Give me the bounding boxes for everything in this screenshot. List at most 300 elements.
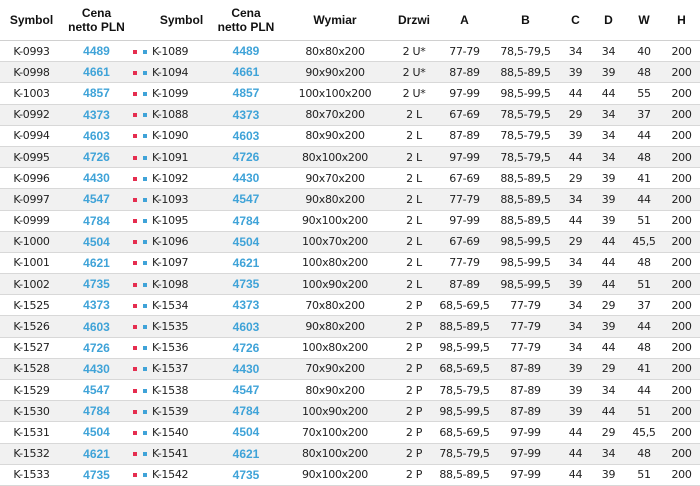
cell-price-2: 4504 xyxy=(213,422,279,443)
cell-a: 68,5-69,5 xyxy=(437,422,492,443)
cell-c: 44 xyxy=(559,146,592,167)
cell-a: 78,5-79,5 xyxy=(437,380,492,401)
cell-wymiar: 80x70x200 xyxy=(279,104,391,125)
blue-square-icon xyxy=(143,431,147,435)
cell-b: 87-89 xyxy=(492,401,559,422)
cell-price-1: 4621 xyxy=(63,443,130,464)
cell-price-2: 4373 xyxy=(213,104,279,125)
cell-c: 44 xyxy=(559,210,592,231)
red-square-icon xyxy=(133,198,137,202)
red-square-icon xyxy=(133,113,137,117)
cell-c: 44 xyxy=(559,83,592,104)
cell-markers xyxy=(130,252,150,273)
blue-square-icon xyxy=(143,346,147,350)
cell-drzwi: 2 L xyxy=(391,274,437,295)
table-row xyxy=(0,422,700,443)
red-square-icon xyxy=(133,473,137,477)
cell-symbol-2: K-1536 xyxy=(150,337,213,358)
cell-d: 29 xyxy=(592,358,625,379)
cell-markers xyxy=(130,358,150,379)
cell-a: 97-99 xyxy=(437,210,492,231)
cell-b: 77-79 xyxy=(492,316,559,337)
blue-square-icon xyxy=(143,283,147,287)
blue-square-icon xyxy=(143,134,147,138)
cell-a: 68,5-69,5 xyxy=(437,295,492,316)
cell-markers xyxy=(130,62,150,83)
cell-h: 200 xyxy=(663,252,700,273)
cell-h: 200 xyxy=(663,125,700,146)
cell-c: 29 xyxy=(559,168,592,189)
cell-a: 97-99 xyxy=(437,83,492,104)
cell-symbol-1: K-0995 xyxy=(0,146,63,167)
cell-symbol-2: K-1542 xyxy=(150,464,213,485)
cell-price-1: 4661 xyxy=(63,62,130,83)
cell-price-1: 4603 xyxy=(63,125,130,146)
cell-symbol-1: K-1003 xyxy=(0,83,63,104)
red-square-icon xyxy=(133,325,137,329)
cell-wymiar: 70x100x200 xyxy=(279,422,391,443)
cell-wymiar: 70x90x200 xyxy=(279,358,391,379)
cell-drzwi: 2 U* xyxy=(391,83,437,104)
cell-symbol-2: K-1088 xyxy=(150,104,213,125)
cell-drzwi: 2 P xyxy=(391,295,437,316)
cell-symbol-1: K-0996 xyxy=(0,168,63,189)
cell-price-1: 4504 xyxy=(63,422,130,443)
red-square-icon xyxy=(133,410,137,414)
cell-symbol-1: K-0997 xyxy=(0,189,63,210)
cell-w: 48 xyxy=(625,337,663,358)
cell-h: 200 xyxy=(663,401,700,422)
cell-h: 200 xyxy=(663,41,700,62)
cell-price-2: 4373 xyxy=(213,295,279,316)
cell-symbol-2: K-1092 xyxy=(150,168,213,189)
blue-square-icon xyxy=(143,261,147,265)
cell-d: 44 xyxy=(592,83,625,104)
cell-h: 200 xyxy=(663,83,700,104)
cell-c: 34 xyxy=(559,337,592,358)
cell-symbol-2: K-1097 xyxy=(150,252,213,273)
cell-symbol-1: K-1001 xyxy=(0,252,63,273)
cell-price-2: 4547 xyxy=(213,380,279,401)
cell-symbol-2: K-1535 xyxy=(150,316,213,337)
cell-w: 44 xyxy=(625,380,663,401)
cell-wymiar: 100x70x200 xyxy=(279,231,391,252)
blue-square-icon xyxy=(143,50,147,54)
cell-price-1: 4603 xyxy=(63,316,130,337)
blue-square-icon xyxy=(143,198,147,202)
table-row xyxy=(0,358,700,379)
cell-c: 34 xyxy=(559,41,592,62)
cell-a: 88,5-89,5 xyxy=(437,316,492,337)
cell-price-2: 4603 xyxy=(213,125,279,146)
cell-w: 41 xyxy=(625,168,663,189)
cell-drzwi: 2 L xyxy=(391,189,437,210)
cell-d: 44 xyxy=(592,274,625,295)
header-symbol-1: Symbol xyxy=(0,0,63,41)
blue-square-icon xyxy=(143,452,147,456)
table-row xyxy=(0,210,700,231)
cell-symbol-2: K-1091 xyxy=(150,146,213,167)
cell-markers xyxy=(130,401,150,422)
cell-drzwi: 2 P xyxy=(391,337,437,358)
red-square-icon xyxy=(133,346,137,350)
cell-drzwi: 2 L xyxy=(391,104,437,125)
header-a: A xyxy=(437,0,492,41)
cell-price-2: 4430 xyxy=(213,358,279,379)
table-row xyxy=(0,295,700,316)
cell-h: 200 xyxy=(663,443,700,464)
cell-symbol-1: K-1526 xyxy=(0,316,63,337)
table-row xyxy=(0,443,700,464)
cell-h: 200 xyxy=(663,295,700,316)
cell-markers xyxy=(130,316,150,337)
cell-markers xyxy=(130,83,150,104)
header-row xyxy=(0,0,700,41)
cell-price-1: 4784 xyxy=(63,401,130,422)
blue-square-icon xyxy=(143,219,147,223)
cell-symbol-1: K-1525 xyxy=(0,295,63,316)
cell-symbol-1: K-0993 xyxy=(0,41,63,62)
cell-b: 97-99 xyxy=(492,422,559,443)
cell-h: 200 xyxy=(663,380,700,401)
cell-price-1: 4857 xyxy=(63,83,130,104)
cell-drzwi: 2 L xyxy=(391,146,437,167)
cell-symbol-1: K-0998 xyxy=(0,62,63,83)
cell-price-2: 4726 xyxy=(213,146,279,167)
cell-drzwi: 2 U* xyxy=(391,41,437,62)
table-row xyxy=(0,125,700,146)
red-square-icon xyxy=(133,71,137,75)
cell-b: 78,5-79,5 xyxy=(492,104,559,125)
cell-symbol-2: K-1096 xyxy=(150,231,213,252)
cell-drzwi: 2 L xyxy=(391,231,437,252)
cell-w: 48 xyxy=(625,146,663,167)
cell-w: 48 xyxy=(625,252,663,273)
cell-drzwi: 2 P xyxy=(391,443,437,464)
cell-price-1: 4735 xyxy=(63,464,130,485)
cell-h: 200 xyxy=(663,189,700,210)
cell-b: 98,5-99,5 xyxy=(492,274,559,295)
header-markers xyxy=(130,0,150,41)
cell-b: 98,5-99,5 xyxy=(492,252,559,273)
cell-h: 200 xyxy=(663,210,700,231)
cell-wymiar: 80x80x200 xyxy=(279,41,391,62)
cell-d: 29 xyxy=(592,295,625,316)
cell-w: 55 xyxy=(625,83,663,104)
table-row xyxy=(0,231,700,252)
cell-markers xyxy=(130,337,150,358)
cell-h: 200 xyxy=(663,231,700,252)
cell-symbol-2: K-1098 xyxy=(150,274,213,295)
red-square-icon xyxy=(133,240,137,244)
cell-d: 44 xyxy=(592,401,625,422)
cell-markers xyxy=(130,380,150,401)
cell-price-2: 4504 xyxy=(213,231,279,252)
cell-c: 44 xyxy=(559,422,592,443)
cell-markers xyxy=(130,231,150,252)
cell-h: 200 xyxy=(663,168,700,189)
cell-symbol-1: K-0994 xyxy=(0,125,63,146)
red-square-icon xyxy=(133,452,137,456)
blue-square-icon xyxy=(143,367,147,371)
cell-symbol-1: K-1531 xyxy=(0,422,63,443)
cell-symbol-2: K-1094 xyxy=(150,62,213,83)
table-row xyxy=(0,316,700,337)
cell-drzwi: 2 P xyxy=(391,380,437,401)
cell-price-2: 4430 xyxy=(213,168,279,189)
cell-h: 200 xyxy=(663,358,700,379)
cell-price-2: 4735 xyxy=(213,464,279,485)
cell-w: 51 xyxy=(625,401,663,422)
cell-symbol-2: K-1541 xyxy=(150,443,213,464)
cell-d: 39 xyxy=(592,464,625,485)
cell-c: 44 xyxy=(559,464,592,485)
cell-b: 78,5-79,5 xyxy=(492,146,559,167)
cell-wymiar: 80x90x200 xyxy=(279,380,391,401)
cell-price-2: 4547 xyxy=(213,189,279,210)
table-row xyxy=(0,83,700,104)
cell-b: 88,5-89,5 xyxy=(492,62,559,83)
cell-symbol-2: K-1093 xyxy=(150,189,213,210)
cell-a: 98,5-99,5 xyxy=(437,337,492,358)
cell-c: 29 xyxy=(559,104,592,125)
cell-price-2: 4621 xyxy=(213,443,279,464)
cell-symbol-1: K-0999 xyxy=(0,210,63,231)
cell-d: 39 xyxy=(592,168,625,189)
cell-price-1: 4430 xyxy=(63,358,130,379)
cell-d: 39 xyxy=(592,316,625,337)
cell-h: 200 xyxy=(663,422,700,443)
cell-c: 39 xyxy=(559,380,592,401)
cell-w: 44 xyxy=(625,189,663,210)
header-h: H xyxy=(663,0,700,41)
cell-c: 34 xyxy=(559,252,592,273)
cell-c: 39 xyxy=(559,274,592,295)
cell-drzwi: 2 U* xyxy=(391,62,437,83)
red-square-icon xyxy=(133,50,137,54)
blue-square-icon xyxy=(143,92,147,96)
cell-symbol-1: K-1527 xyxy=(0,337,63,358)
cell-symbol-2: K-1537 xyxy=(150,358,213,379)
cell-a: 67-69 xyxy=(437,104,492,125)
cell-price-2: 4735 xyxy=(213,274,279,295)
cell-symbol-1: K-1533 xyxy=(0,464,63,485)
cell-d: 34 xyxy=(592,125,625,146)
cell-symbol-1: K-1529 xyxy=(0,380,63,401)
cell-symbol-2: K-1090 xyxy=(150,125,213,146)
cell-symbol-2: K-1099 xyxy=(150,83,213,104)
cell-c: 34 xyxy=(559,316,592,337)
cell-drzwi: 2 L xyxy=(391,210,437,231)
cell-b: 97-99 xyxy=(492,464,559,485)
cell-price-1: 4735 xyxy=(63,274,130,295)
blue-square-icon xyxy=(143,240,147,244)
cell-markers xyxy=(130,125,150,146)
blue-square-icon xyxy=(143,389,147,393)
cell-w: 44 xyxy=(625,125,663,146)
cell-symbol-1: K-1530 xyxy=(0,401,63,422)
red-square-icon xyxy=(133,177,137,181)
cell-d: 44 xyxy=(592,231,625,252)
cell-a: 67-69 xyxy=(437,168,492,189)
cell-w: 40 xyxy=(625,41,663,62)
cell-b: 78,5-79,5 xyxy=(492,41,559,62)
red-square-icon xyxy=(133,156,137,160)
cell-drzwi: 2 L xyxy=(391,252,437,273)
red-square-icon xyxy=(133,261,137,265)
red-square-icon xyxy=(133,389,137,393)
cell-d: 34 xyxy=(592,443,625,464)
cell-markers xyxy=(130,210,150,231)
table-body xyxy=(0,41,700,486)
cell-d: 34 xyxy=(592,146,625,167)
cell-c: 39 xyxy=(559,358,592,379)
blue-square-icon xyxy=(143,156,147,160)
cell-drzwi: 2 P xyxy=(391,401,437,422)
cell-c: 39 xyxy=(559,125,592,146)
cell-drzwi: 2 P xyxy=(391,422,437,443)
cell-w: 45,5 xyxy=(625,422,663,443)
cell-b: 97-99 xyxy=(492,443,559,464)
blue-square-icon xyxy=(143,71,147,75)
cell-price-2: 4603 xyxy=(213,316,279,337)
cell-d: 39 xyxy=(592,189,625,210)
cell-price-1: 4726 xyxy=(63,146,130,167)
cell-price-2: 4726 xyxy=(213,337,279,358)
red-square-icon xyxy=(133,367,137,371)
red-square-icon xyxy=(133,283,137,287)
cell-wymiar: 80x100x200 xyxy=(279,146,391,167)
red-square-icon xyxy=(133,304,137,308)
cell-d: 39 xyxy=(592,62,625,83)
header-b: B xyxy=(492,0,559,41)
cell-d: 44 xyxy=(592,252,625,273)
cell-drzwi: 2 P xyxy=(391,358,437,379)
cell-price-1: 4373 xyxy=(63,104,130,125)
cell-c: 44 xyxy=(559,443,592,464)
cell-w: 51 xyxy=(625,274,663,295)
cell-wymiar: 90x80x200 xyxy=(279,189,391,210)
cell-symbol-2: K-1095 xyxy=(150,210,213,231)
cell-markers xyxy=(130,104,150,125)
table-row xyxy=(0,104,700,125)
cell-a: 98,5-99,5 xyxy=(437,401,492,422)
cell-symbol-1: K-1528 xyxy=(0,358,63,379)
cell-markers xyxy=(130,274,150,295)
cell-wymiar: 100x100x200 xyxy=(279,83,391,104)
cell-markers xyxy=(130,146,150,167)
cell-price-1: 4373 xyxy=(63,295,130,316)
cell-c: 29 xyxy=(559,231,592,252)
blue-square-icon xyxy=(143,177,147,181)
cell-w: 37 xyxy=(625,295,663,316)
red-square-icon xyxy=(133,219,137,223)
cell-price-1: 4621 xyxy=(63,252,130,273)
cell-price-2: 4784 xyxy=(213,401,279,422)
cell-symbol-2: K-1538 xyxy=(150,380,213,401)
cell-a: 87-89 xyxy=(437,125,492,146)
blue-square-icon xyxy=(143,113,147,117)
cell-symbol-2: K-1534 xyxy=(150,295,213,316)
cell-markers xyxy=(130,422,150,443)
cell-price-2: 4621 xyxy=(213,252,279,273)
cell-b: 98,5-99,5 xyxy=(492,83,559,104)
cell-symbol-1: K-1000 xyxy=(0,231,63,252)
cell-price-1: 4547 xyxy=(63,189,130,210)
cell-a: 97-99 xyxy=(437,146,492,167)
blue-square-icon xyxy=(143,304,147,308)
cell-h: 200 xyxy=(663,274,700,295)
cell-d: 44 xyxy=(592,337,625,358)
cell-drzwi: 2 L xyxy=(391,125,437,146)
cell-b: 87-89 xyxy=(492,358,559,379)
cell-d: 34 xyxy=(592,104,625,125)
cell-markers xyxy=(130,443,150,464)
table-row xyxy=(0,337,700,358)
header-price-2: Cena netto PLN xyxy=(213,0,279,41)
cell-a: 78,5-79,5 xyxy=(437,443,492,464)
blue-square-icon xyxy=(143,325,147,329)
cell-markers xyxy=(130,464,150,485)
table-row xyxy=(0,62,700,83)
header-wymiar: Wymiar xyxy=(279,0,391,41)
cell-h: 200 xyxy=(663,464,700,485)
cell-wymiar: 90x100x200 xyxy=(279,464,391,485)
cell-wymiar: 90x100x200 xyxy=(279,210,391,231)
cell-c: 39 xyxy=(559,62,592,83)
cell-a: 88,5-89,5 xyxy=(437,464,492,485)
table-row xyxy=(0,252,700,273)
red-square-icon xyxy=(133,431,137,435)
cell-price-1: 4489 xyxy=(63,41,130,62)
cell-a: 77-79 xyxy=(437,41,492,62)
cell-c: 34 xyxy=(559,295,592,316)
cell-a: 87-89 xyxy=(437,62,492,83)
cell-b: 88,5-89,5 xyxy=(492,210,559,231)
red-square-icon xyxy=(133,92,137,96)
cell-wymiar: 80x100x200 xyxy=(279,443,391,464)
table-row xyxy=(0,380,700,401)
cell-price-1: 4504 xyxy=(63,231,130,252)
cell-w: 37 xyxy=(625,104,663,125)
cell-price-2: 4661 xyxy=(213,62,279,83)
table-row xyxy=(0,146,700,167)
header-w: W xyxy=(625,0,663,41)
cell-h: 200 xyxy=(663,316,700,337)
cell-d: 34 xyxy=(592,380,625,401)
cell-h: 200 xyxy=(663,337,700,358)
cell-b: 88,5-89,5 xyxy=(492,168,559,189)
cell-h: 200 xyxy=(663,62,700,83)
cell-price-2: 4784 xyxy=(213,210,279,231)
header-c: C xyxy=(559,0,592,41)
cell-a: 67-69 xyxy=(437,231,492,252)
cell-markers xyxy=(130,189,150,210)
cell-c: 39 xyxy=(559,401,592,422)
cell-b: 98,5-99,5 xyxy=(492,231,559,252)
header-price-1: Cena netto PLN xyxy=(63,0,130,41)
cell-w: 41 xyxy=(625,358,663,379)
blue-square-icon xyxy=(143,410,147,414)
header-d: D xyxy=(592,0,625,41)
cell-w: 51 xyxy=(625,464,663,485)
cell-drzwi: 2 P xyxy=(391,316,437,337)
cell-w: 45,5 xyxy=(625,231,663,252)
cell-w: 48 xyxy=(625,62,663,83)
blue-square-icon xyxy=(143,473,147,477)
cell-wymiar: 100x90x200 xyxy=(279,274,391,295)
cell-b: 78,5-79,5 xyxy=(492,125,559,146)
